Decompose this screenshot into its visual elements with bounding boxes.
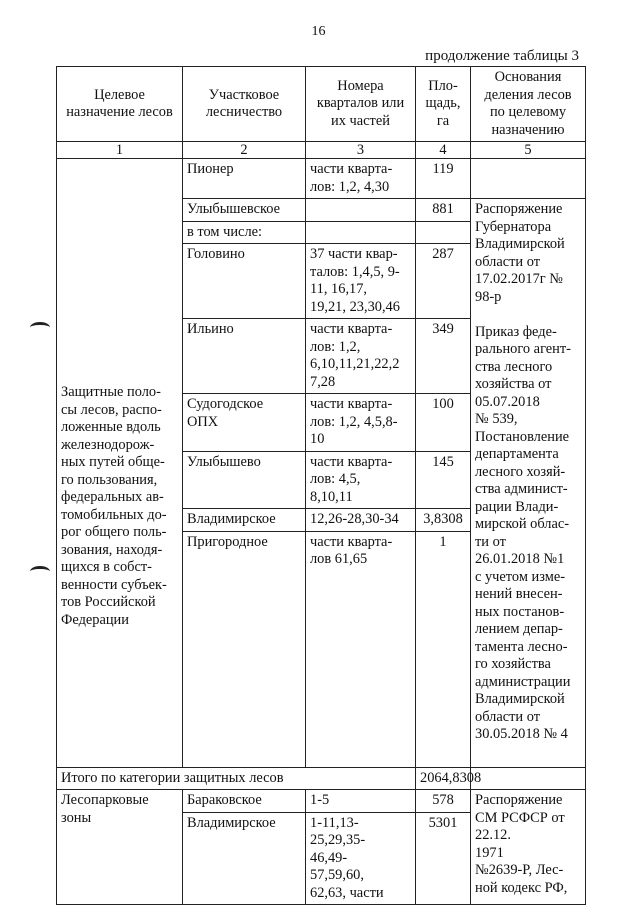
binding-hole-mark [30, 322, 50, 333]
forestry-cell: Ильино [183, 319, 306, 394]
forestry-cell: Бараковское [183, 790, 306, 813]
header-forestry: Участковое лесничество [183, 67, 306, 142]
total-row [57, 767, 586, 790]
forestry-cell: Судогодское ОПХ [183, 394, 306, 452]
area-cell: 287 [416, 244, 471, 319]
header-purpose: Целевое назначение лесов [57, 67, 183, 142]
table-row [57, 159, 586, 199]
forest-purpose-table [56, 66, 586, 905]
quarters-cell [306, 199, 416, 222]
quarters-cell: 37 части квар- талов: 1,4,5, 9- 11, 16,17, 19,21, 23,30,46 [306, 244, 416, 319]
total-label: Итого по категории защитных лесов [57, 767, 416, 790]
header-area: Пло- щадь, га [416, 67, 471, 142]
table-continuation-caption: продолжение таблицы 3 [425, 48, 579, 64]
header-basis: Основания деления лесов по целевому назначению [471, 67, 586, 142]
area-cell: 145 [416, 451, 471, 509]
quarters-cell: части кварта- лов: 1,2, 4,30 [306, 159, 416, 199]
forestry-cell: Головино [183, 244, 306, 319]
quarters-cell: 1-5 [306, 790, 416, 813]
forestry-cell: Улыбышево [183, 451, 306, 509]
header-quarters: Номера кварталов или их частей [306, 67, 416, 142]
purpose-cell-protective-strips: Защитные поло- сы лесов, распо- ложенные вдоль железнодорож- ных путей обще- го пользования, федеральных ав- томобильных до- рог общего поль- зования, находя- щихся в собст- венности субъек- тов Российской Федерации [57, 159, 183, 768]
area-cell: 3,8308 [416, 509, 471, 532]
forestry-cell: Улыбышевское [183, 199, 306, 222]
area-cell: 119 [416, 159, 471, 199]
quarters-cell: 12,26-28,30-34 [306, 509, 416, 532]
forestry-cell: в том числе: [183, 221, 306, 244]
total-basis-empty [471, 767, 586, 790]
quarters-cell: части кварта- лов 61,65 [306, 531, 416, 767]
area-cell: 349 [416, 319, 471, 394]
forestry-cell: Владимирское [183, 812, 306, 905]
area-cell: 881 [416, 199, 471, 222]
quarters-cell: части кварта- лов: 1,2, 6,10,11,21,22,2 7,28 [306, 319, 416, 394]
quarters-cell: части кварта- лов: 1,2, 4,5,8- 10 [306, 394, 416, 452]
total-area: 2064,8308 [416, 767, 471, 790]
table-row [57, 790, 586, 813]
area-cell: 1 [416, 531, 471, 767]
column-number: 2 [183, 142, 306, 159]
area-cell: 5301 [416, 812, 471, 905]
column-number: 3 [306, 142, 416, 159]
forestry-cell: Пригородное [183, 531, 306, 767]
binding-hole-mark [30, 566, 50, 577]
purpose-cell-forest-park-zones: Лесопарковые зоны [57, 790, 183, 905]
area-cell: 100 [416, 394, 471, 452]
forestry-cell: Пионер [183, 159, 306, 199]
basis-cell-forest-park-zones: Распоряжение СМ РСФСР от 22.12. 1971 №2639-Р, Лес- ной кодекс РФ, [471, 790, 586, 905]
basis-cell-protective-strips: Распоряжение Губернатора Владимирской области от 17.02.2017г № 98-р Приказ феде- рального агент- ства лесного хозяйства от 05.07.2018 № 539, Постановление департамента лесного хозяй- ства админист- рации Влади- мирской облас- ти от 26.01.2018 №1 с учетом изме- нений внесен- ных постанов- лением депар- тамента лесно- го хозяйства администрации Владимирской области от 30.05.2018 № 4 [471, 199, 586, 768]
column-number: 5 [471, 142, 586, 159]
area-cell [416, 221, 471, 244]
basis-empty-cell [471, 159, 586, 199]
quarters-cell: части кварта- лов: 4,5, 8,10,11 [306, 451, 416, 509]
quarters-cell: 1-11,13- 25,29,35- 46,49- 57,59,60, 62,63, части [306, 812, 416, 905]
column-number: 1 [57, 142, 183, 159]
forestry-cell: Владимирское [183, 509, 306, 532]
quarters-cell [306, 221, 416, 244]
page-number: 16 [311, 24, 326, 39]
area-cell: 578 [416, 790, 471, 813]
column-number: 4 [416, 142, 471, 159]
